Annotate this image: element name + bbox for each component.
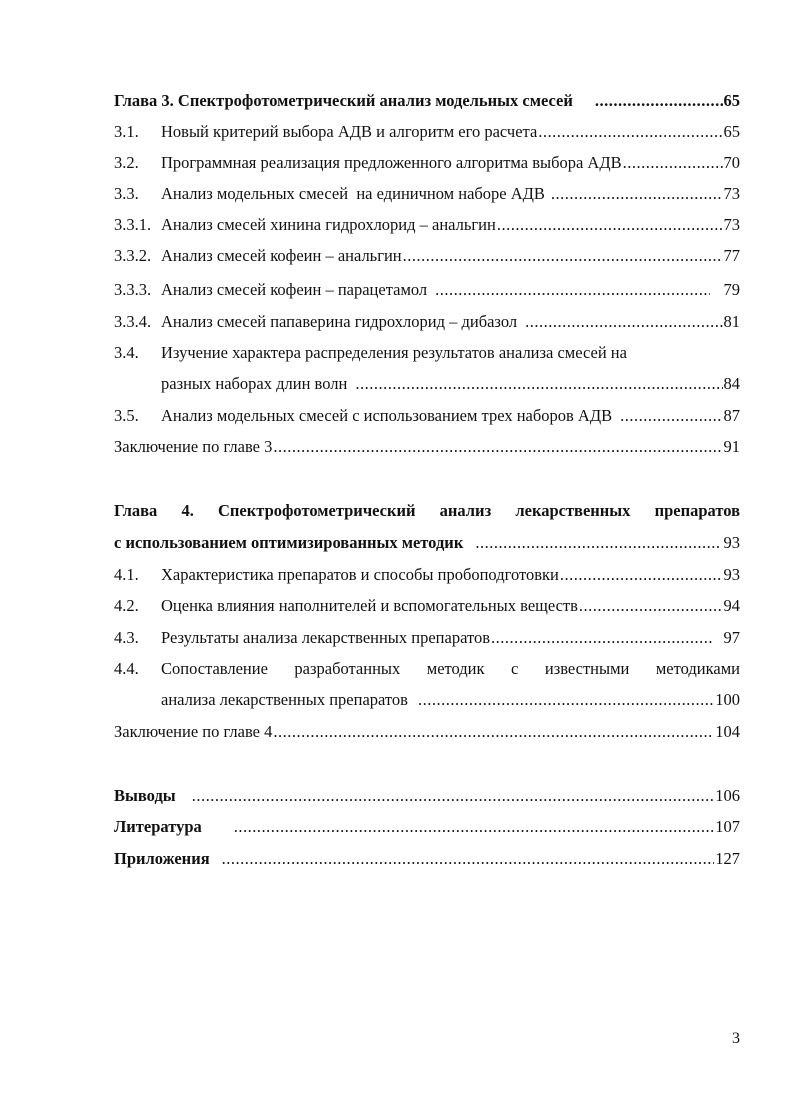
toc-item-page: 77 <box>723 246 740 265</box>
toc-item-title-continued: анализа лекарственных препаратов <box>161 690 408 709</box>
toc-item-number: 3.2. <box>114 153 139 172</box>
toc-leader <box>620 405 722 427</box>
toc-item-3-4[interactable] <box>114 342 740 364</box>
toc-item-number: 3.4. <box>114 343 139 362</box>
toc-item-title: Новый критерий выбора АДВ и алгоритм его расчета <box>161 122 538 141</box>
toc-conclusion-page: 104 <box>715 722 740 741</box>
toc-conclusion-page: 91 <box>723 437 740 456</box>
toc-item-title: Результаты анализа лекарственных препаратов <box>161 628 491 647</box>
toc-conclusion-title: Заключение по главе 3 <box>114 437 273 456</box>
toc-item-number: 3.3.2. <box>114 246 152 265</box>
toc-leader <box>418 689 714 711</box>
toc-item-4-1[interactable] <box>114 564 740 586</box>
toc-item-title: Характеристика препаратов и способы пробоподготовки <box>161 565 559 584</box>
toc-leader <box>560 564 723 586</box>
toc-item-number: 4.2. <box>114 596 139 615</box>
toc-item-page: 73 <box>723 184 740 203</box>
toc-item-page: 97 <box>723 628 740 647</box>
toc-item-page: 79 <box>723 280 740 299</box>
toc-item-3-5[interactable] <box>114 405 740 427</box>
toc-leader <box>475 532 719 554</box>
toc-item-page: 70 <box>723 153 740 172</box>
toc-item-title: Оценка влияния наполнителей и вспомогательных веществ <box>161 596 578 615</box>
toc-item-number: 4.3. <box>114 628 139 647</box>
toc-item-number: 3.1. <box>114 122 139 141</box>
toc-leader <box>579 595 723 617</box>
toc-item-4-3[interactable] <box>114 627 740 649</box>
toc-item-number: 3.3.3. <box>114 280 152 299</box>
toc-item-title: Сопоставление разработанных методик с известными методиками <box>161 659 740 678</box>
toc-conclusion-4[interactable] <box>114 721 740 743</box>
toc-item-3-3[interactable] <box>114 183 740 205</box>
toc-leader <box>497 214 723 236</box>
toc-item-3-3-4[interactable] <box>114 311 740 333</box>
toc-item-number: 4.4. <box>114 659 139 678</box>
page-number: 3 <box>732 1030 740 1047</box>
toc-end-page: 127 <box>715 849 740 868</box>
toc-item-title: Анализ смесей кофеин – анальгин <box>161 246 402 265</box>
toc-item-title: Анализ модельных смесей с использованием трех наборов АДВ <box>161 406 613 425</box>
toc-item-3-3-1[interactable] <box>114 214 740 236</box>
toc-item-number: 3.3. <box>114 184 139 203</box>
toc-item-page: 65 <box>723 122 740 141</box>
toc-item-number: 3.3.1. <box>114 215 152 234</box>
toc-chapter-3[interactable] <box>114 90 740 112</box>
toc-item-3-4-continued[interactable] <box>161 373 740 395</box>
toc-item-3-3-2[interactable] <box>114 245 740 267</box>
toc-item-page: 73 <box>723 215 740 234</box>
toc-item-4-4-continued[interactable] <box>161 689 740 711</box>
toc-end-title: Выводы <box>114 786 176 805</box>
toc-item-3-2[interactable] <box>114 152 740 174</box>
toc-chapter-4-title-line2: с использованием оптимизированных методик <box>114 533 464 552</box>
toc-conclusion-3[interactable] <box>114 436 740 458</box>
toc-item-4-2[interactable] <box>114 595 740 617</box>
toc-item-4-4[interactable] <box>114 658 740 680</box>
toc-item-title: Анализ модельных смесей на единичном наборе АДВ <box>161 184 545 203</box>
toc-end-page: 106 <box>715 786 740 805</box>
toc-leader <box>222 848 715 870</box>
toc-chapter-3-page: 65 <box>723 91 740 110</box>
toc-leader <box>435 279 709 301</box>
toc-literature[interactable] <box>114 816 740 838</box>
toc-end-page: 107 <box>715 817 740 836</box>
toc-end-title: Приложения <box>114 849 210 868</box>
toc-leader <box>595 90 723 112</box>
toc-item-page: 81 <box>723 312 740 331</box>
toc-item-page: 93 <box>723 565 740 584</box>
toc-item-3-1[interactable] <box>114 121 740 143</box>
toc-appendices[interactable] <box>114 848 740 870</box>
toc-item-page: 100 <box>715 690 740 709</box>
toc-leader <box>623 152 723 174</box>
toc-item-title: Анализ смесей хинина гидрохлорид – анальгин <box>161 215 496 234</box>
toc-item-title: Анализ смесей папаверина гидрохлорид – дибазол <box>161 312 518 331</box>
toc-item-page: 84 <box>723 374 740 393</box>
toc-item-page: 87 <box>723 406 740 425</box>
toc-conclusions[interactable] <box>114 785 740 807</box>
toc-leader <box>234 816 714 838</box>
toc-item-title: Анализ смесей кофеин – парацетамол <box>161 280 428 299</box>
toc-leader <box>273 721 714 743</box>
toc-item-page: 94 <box>723 596 740 615</box>
toc-leader <box>192 785 715 807</box>
toc-conclusion-title: Заключение по главе 4 <box>114 722 273 741</box>
toc-chapter-4[interactable] <box>114 532 740 554</box>
toc-leader <box>355 373 722 395</box>
toc-item-number: 4.1. <box>114 565 139 584</box>
toc-leader <box>525 311 722 333</box>
toc-leader <box>403 245 723 267</box>
toc-leader <box>551 183 723 205</box>
toc-chapter-4-title-line1[interactable]: Глава 4. Спектрофотометрический анализ лекарственных препаратов <box>114 501 740 520</box>
toc-item-title: Изучение характера распределения результатов анализа смесей на <box>161 343 627 362</box>
toc-leader <box>538 121 722 143</box>
toc-item-number: 3.5. <box>114 406 139 425</box>
toc-item-number: 3.3.4. <box>114 312 152 331</box>
toc-leader <box>273 436 722 458</box>
toc-leader <box>491 627 711 649</box>
toc-item-title: Программная реализация предложенного алгоритма выбора АДВ <box>161 153 622 172</box>
toc-chapter-3-title: Глава 3. Спектрофотометрический анализ модельных смесей <box>114 91 573 110</box>
toc-item-3-3-3[interactable] <box>114 279 740 301</box>
toc-item-title-continued: разных наборах длин волн <box>161 374 348 393</box>
toc-chapter-4-page: 93 <box>723 533 740 552</box>
toc-end-title: Литература <box>114 817 202 836</box>
